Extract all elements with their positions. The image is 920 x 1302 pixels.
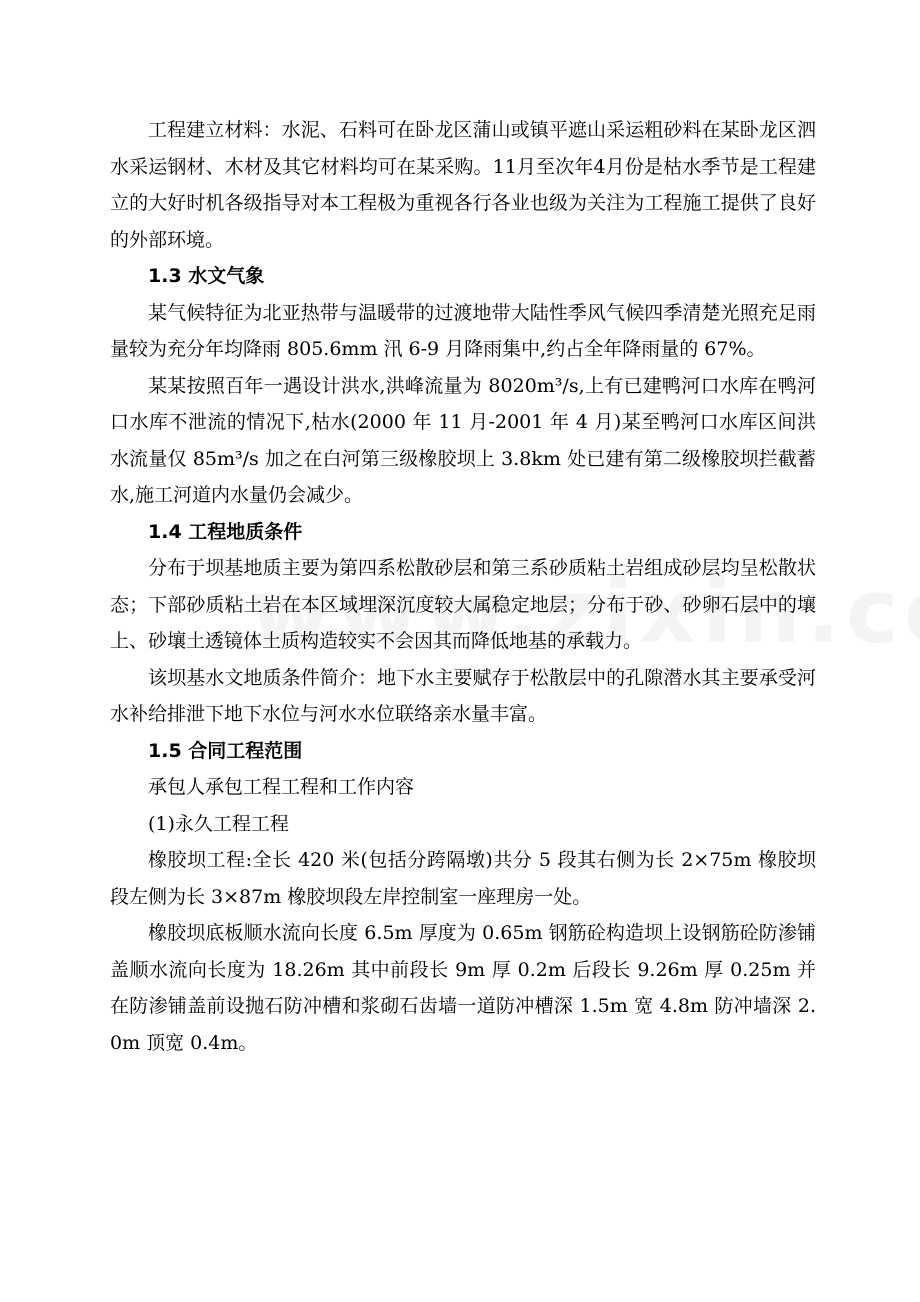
paragraph-geology: 分布于坝基地质主要为第四系松散砂层和第三系砂质粘土岩组成砂层均呈松散状态；下部砂质粘土岩在本区域埋深沉度较大属稳定地层；分布于砂、砂卵石层中的壤上、砂壤土透镜体土质构造较实不会因其而降低地基的承载力。 [110,557,816,652]
document-body [110,112,816,1061]
paragraph-flood: 某某按照百年一遇设计洪水,洪峰流量为 8020m³/s,上有已建鸭河口水库在鸭河口水库不泄流的情况下,枯水(2000 年 11 月-2001 年 4 月)某至鸭河口水库区间洪水流量仅 85m³/s 加之在白河第三级橡胶坝上 3.8km 处已建有第二级橡胶坝拦截蓄水,施工河道内水量仍会减少。 [110,374,816,506]
section-heading-hydrology: 1.3 水文气象 [148,265,265,287]
section-heading-contract-scope: 1.5 合同工程范围 [148,739,303,762]
paragraph-materials: 工程建立材料：水泥、石料可在卧龙区蒲山或镇平遮山采运粗砂料在某卧龙区泗水采运钢材、木材及其它材料均可在某采购。11月至次年4月份是枯水季节是工程建立的大好时机各级指导对本工程极为重视各行各业也级为关注为工程施工提供了良好的外部环境。 [110,119,816,251]
paragraph-climate: 某气候特征为北亚热带与温暖带的过渡地带大陆性季风气候四季清楚光照充足雨量较为充分年均降雨 805.6mm 汛 6-9 月降雨集中,约占全年降雨量的 67%。 [110,301,816,360]
paragraph-permanent-works: (1)永久工程工程 [148,812,289,835]
paragraph-hydrogeology: 该坝基水文地质条件简介：地下水主要赋存于松散层中的孔隙潜水其主要承受河水补给排泄下地下水位与河水水位联络亲水量丰富。 [110,666,816,725]
paragraph-rubber-dam: 橡胶坝工程:全长 420 米(包括分跨隔墩)共分 5 段其右侧为长 2×75m 橡胶坝段左侧为长 3×87m 橡胶坝段左岸控制室一座理房一处。 [110,849,816,908]
paragraph-dam-floor: 橡胶坝底板顺水流向长度 6.5m 厚度为 0.65m 钢筋砼构造坝上设钢筋砼防渗铺盖顺水流向长度为 18.26m 其中前段长 9m 厚 0.2m 后段长 9.26m 厚 0.25m 并在防渗铺盖前设抛石防冲槽和浆砌石齿墙一道防冲槽深 1.5m 宽 4.8m 防冲墙深 2.0m 顶宽 0.4m。 [110,922,816,1054]
section-heading-geology: 1.4 工程地质条件 [148,520,303,543]
paragraph-scope-intro: 承包人承包工程工程和工作内容 [148,776,415,798]
